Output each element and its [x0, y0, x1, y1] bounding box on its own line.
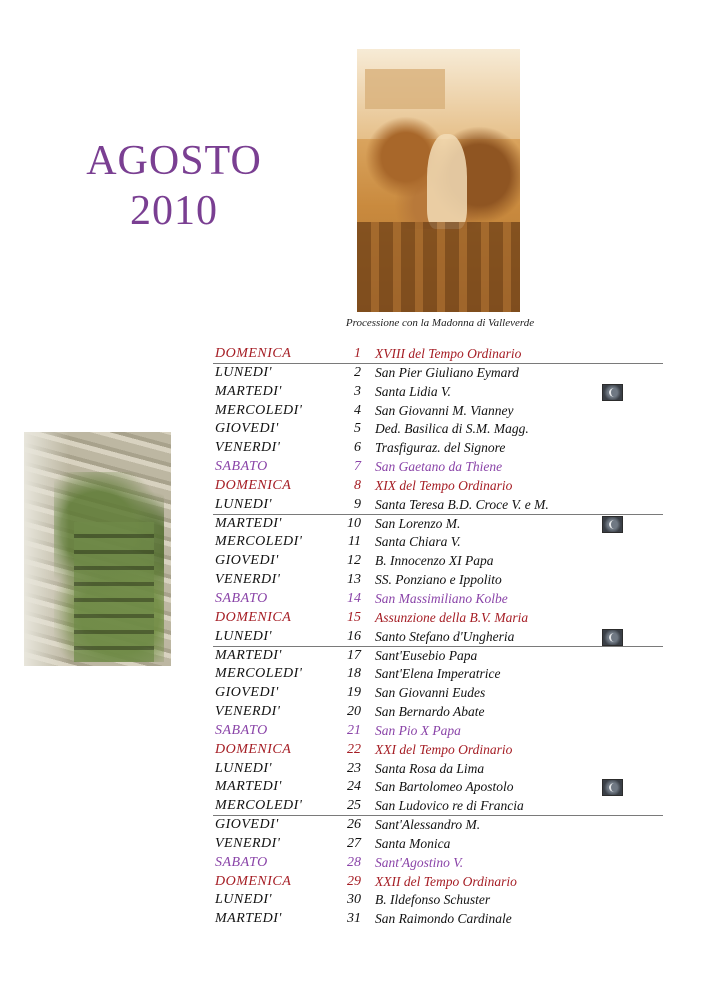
day-number: 7: [354, 459, 361, 475]
calendar-row: [213, 345, 663, 364]
calendar-row: [213, 684, 663, 703]
day-name: SABATO: [215, 722, 268, 738]
day-name: LUNEDI': [215, 628, 273, 644]
day-name: GIOVEDI': [215, 817, 279, 833]
day-number: 8: [354, 477, 361, 493]
calendar-row: [213, 835, 663, 854]
day-name: DOMENICA: [215, 346, 292, 361]
calendar-row: [213, 420, 663, 439]
day-name: SABATO: [215, 590, 268, 606]
day-number: 9: [354, 496, 361, 512]
day-number: 4: [354, 402, 361, 418]
day-number: 6: [354, 440, 361, 456]
calendar-row: [213, 383, 663, 402]
day-number: 3: [354, 383, 361, 399]
saint-name: San Ludovico re di Francia: [375, 798, 524, 814]
saint-name: San Bartolomeo Apostolo: [375, 779, 514, 795]
photo-caption: Processione con la Madonna di Valleverde: [345, 317, 535, 329]
day-number: 2: [354, 364, 361, 380]
saint-name: Santa Lidia V.: [375, 383, 451, 399]
day-name: VENERDI': [215, 572, 281, 588]
saint-name: XIX del Tempo Ordinario: [375, 477, 513, 493]
calendar-row: [213, 873, 663, 892]
day-number: 1: [354, 346, 361, 361]
calendar-row: [213, 533, 663, 552]
calendar-row: [213, 816, 663, 835]
calendar-row: [213, 703, 663, 722]
saint-name: Sant'Alessandro M.: [375, 817, 481, 833]
day-name: MARTEDI': [215, 779, 282, 795]
saint-name: Sant'Agostino V.: [375, 854, 464, 870]
saint-name: Santa Rosa da Lima: [375, 760, 485, 776]
day-name: MERCOLEDI': [215, 534, 303, 550]
moon-phase-icon: [602, 516, 623, 533]
day-number: 22: [347, 741, 361, 757]
day-number: 19: [347, 685, 361, 701]
saint-name: San Pio X Papa: [375, 722, 461, 738]
calendar-row: [213, 439, 663, 458]
day-number: 17: [347, 647, 361, 663]
calendar-row: [213, 477, 663, 496]
calendar-row: [213, 760, 663, 779]
day-name: VENERDI': [215, 704, 281, 720]
day-number: 16: [347, 628, 361, 644]
day-name: DOMENICA: [215, 741, 292, 757]
calendar-row: [213, 609, 663, 628]
saint-name: XXII del Tempo Ordinario: [375, 873, 517, 889]
calendar-row: [213, 722, 663, 741]
calendar-row: [213, 515, 663, 534]
saint-name: San Pier Giuliano Eymard: [375, 364, 519, 380]
day-name: GIOVEDI': [215, 553, 279, 569]
saint-name: San Raimondo Cardinale: [375, 911, 512, 927]
saint-name: San Giovanni Eudes: [375, 685, 486, 701]
procession-photo: [357, 49, 520, 312]
day-number: 24: [347, 779, 361, 795]
day-number: 27: [347, 835, 361, 851]
saint-name: Santa Monica: [375, 835, 451, 851]
day-name: SABATO: [215, 459, 268, 475]
moon-phase-icon: [602, 384, 623, 401]
saint-name: B. Innocenzo XI Papa: [375, 553, 494, 569]
day-name: VENERDI': [215, 440, 281, 456]
day-number: 26: [347, 817, 361, 833]
calendar-row: [213, 571, 663, 590]
calendar-row: [213, 854, 663, 873]
saint-name: San Massimiliano Kolbe: [375, 590, 508, 606]
day-name: LUNEDI': [215, 892, 273, 908]
day-number: 28: [347, 854, 361, 870]
saint-name: Santo Stefano d'Ungheria: [375, 628, 515, 644]
day-number: 29: [347, 873, 361, 889]
calendar-row: [213, 741, 663, 760]
saint-name: San Gaetano da Thiene: [375, 459, 503, 475]
day-number: 13: [347, 572, 361, 588]
saint-name: Assunzione della B.V. Maria: [375, 609, 529, 625]
calendar-row: [213, 364, 663, 383]
saint-name: Trasfiguraz. del Signore: [375, 440, 506, 456]
saint-name: Santa Chiara V.: [375, 534, 461, 550]
day-name: GIOVEDI': [215, 685, 279, 701]
calendar-row: [213, 910, 663, 929]
day-number: 15: [347, 609, 361, 625]
day-name: LUNEDI': [215, 760, 273, 776]
day-name: LUNEDI': [215, 364, 273, 380]
day-number: 14: [347, 590, 361, 606]
moon-phase-icon: [602, 629, 623, 646]
calendar-row: [213, 665, 663, 684]
saint-name: SS. Ponziano e Ippolito: [375, 572, 502, 588]
day-number: 31: [347, 911, 361, 927]
calendar-row: [213, 458, 663, 477]
calendar-row: [213, 891, 663, 910]
day-name: LUNEDI': [215, 496, 273, 512]
day-name: GIOVEDI': [215, 421, 279, 437]
day-number: 20: [347, 704, 361, 720]
saint-name: XXI del Tempo Ordinario: [375, 741, 513, 757]
saint-name: XVIII del Tempo Ordinario: [375, 346, 522, 361]
calendar-row: [213, 590, 663, 609]
year-title: 2010: [130, 188, 218, 234]
calendar-row: [213, 647, 663, 666]
day-number: 12: [347, 553, 361, 569]
saint-name: B. Ildefonso Schuster: [375, 892, 491, 908]
month-title: AGOSTO: [86, 138, 262, 184]
day-name: MERCOLEDI': [215, 402, 303, 418]
saint-name: Ded. Basilica di S.M. Magg.: [375, 421, 529, 437]
calendar-row: [213, 778, 663, 797]
day-number: 18: [347, 666, 361, 682]
day-name: MARTEDI': [215, 515, 282, 531]
day-name: MERCOLEDI': [215, 666, 303, 682]
day-name: MARTEDI': [215, 911, 282, 927]
day-name: MARTEDI': [215, 647, 282, 663]
day-number: 30: [347, 892, 361, 908]
calendar-table: [213, 345, 663, 929]
day-name: DOMENICA: [215, 609, 292, 625]
saint-name: Sant'Elena Imperatrice: [375, 666, 501, 682]
saint-name: San Giovanni M. Vianney: [375, 402, 514, 418]
day-name: DOMENICA: [215, 873, 292, 889]
calendar-row: [213, 402, 663, 421]
day-number: 5: [354, 421, 361, 437]
day-name: MARTEDI': [215, 383, 282, 399]
day-name: SABATO: [215, 854, 268, 870]
saint-name: San Lorenzo M.: [375, 515, 461, 531]
saint-name: San Bernardo Abate: [375, 704, 485, 720]
stairway-photo: [24, 432, 171, 666]
day-number: 21: [347, 722, 361, 738]
saint-name: Santa Teresa B.D. Croce V. e M.: [375, 496, 549, 512]
calendar-row: [213, 628, 663, 647]
day-number: 10: [347, 515, 361, 531]
calendar-row: [213, 797, 663, 816]
day-name: MERCOLEDI': [215, 798, 303, 814]
day-name: DOMENICA: [215, 477, 292, 493]
saint-name: Sant'Eusebio Papa: [375, 647, 478, 663]
calendar-row: [213, 552, 663, 571]
day-number: 11: [348, 534, 361, 550]
calendar-row: [213, 496, 663, 515]
day-number: 23: [347, 760, 361, 776]
moon-phase-icon: [602, 779, 623, 796]
day-number: 25: [347, 798, 361, 814]
day-name: VENERDI': [215, 835, 281, 851]
